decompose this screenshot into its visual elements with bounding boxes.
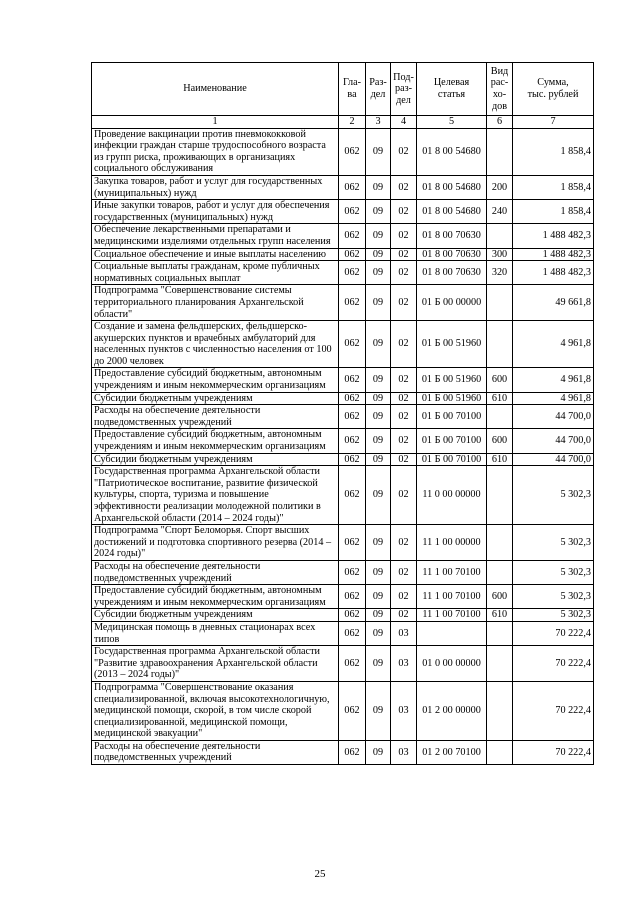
row-subsection: 02 xyxy=(391,560,417,584)
table-row xyxy=(92,368,594,392)
row-exptype xyxy=(487,285,513,321)
row-subsection: 02 xyxy=(391,200,417,224)
row-section: 09 xyxy=(366,368,391,392)
row-exptype: 600 xyxy=(487,368,513,392)
table-row xyxy=(92,128,594,175)
header-sum: Сумма, тыс. рублей xyxy=(513,63,594,116)
table-row xyxy=(92,429,594,453)
header-name: Наименование xyxy=(92,63,339,116)
row-chapter: 062 xyxy=(339,466,366,525)
column-number: 6 xyxy=(487,116,513,129)
row-sum: 44 700,0 xyxy=(513,453,594,466)
row-chapter: 062 xyxy=(339,224,366,248)
row-name: Создание и замена фельдшерских, фельдшерско-акушерских пунктов и врачебных амбулаторий для населенных пунктов с численностью населения от 100 до 2000 человек xyxy=(92,321,339,368)
row-chapter: 062 xyxy=(339,453,366,466)
row-subsection: 03 xyxy=(391,681,417,740)
row-target: 01 2 00 70100 xyxy=(417,740,487,764)
row-sum: 1 488 482,3 xyxy=(513,248,594,261)
row-chapter: 062 xyxy=(339,609,366,622)
row-name: Обеспечение лекарственными препаратами и медицинскими изделиями отдельных групп населения xyxy=(92,224,339,248)
page-number: 25 xyxy=(314,868,326,880)
table-row xyxy=(92,175,594,199)
row-sum: 4 961,8 xyxy=(513,392,594,405)
row-sum: 49 661,8 xyxy=(513,285,594,321)
row-subsection: 02 xyxy=(391,248,417,261)
row-sum: 1 858,4 xyxy=(513,128,594,175)
row-exptype xyxy=(487,560,513,584)
header-exptype: Вид рас- хо- дов xyxy=(487,63,513,116)
row-target: 11 1 00 00000 xyxy=(417,525,487,561)
row-chapter: 062 xyxy=(339,560,366,584)
column-number: 4 xyxy=(391,116,417,129)
row-subsection: 02 xyxy=(391,585,417,609)
column-number: 7 xyxy=(513,116,594,129)
row-name: Расходы на обеспечение деятельности подведомственных учреждений xyxy=(92,740,339,764)
row-name: Расходы на обеспечение деятельности подведомственных учреждений xyxy=(92,405,339,429)
row-subsection: 02 xyxy=(391,285,417,321)
row-section: 09 xyxy=(366,321,391,368)
row-chapter: 062 xyxy=(339,175,366,199)
row-target: 01 8 00 70630 xyxy=(417,248,487,261)
row-name: Закупка товаров, работ и услуг для государственных (муниципальных) нужд xyxy=(92,175,339,199)
row-subsection: 03 xyxy=(391,621,417,645)
table-row xyxy=(92,453,594,466)
row-chapter: 062 xyxy=(339,248,366,261)
table-row xyxy=(92,200,594,224)
row-name: Государственная программа Архангельской области "Развитие здравоохранения Архангельской области (2013 – 2024 годы)" xyxy=(92,646,339,682)
row-subsection: 02 xyxy=(391,175,417,199)
row-section: 09 xyxy=(366,200,391,224)
row-subsection: 02 xyxy=(391,429,417,453)
row-chapter: 062 xyxy=(339,405,366,429)
row-subsection: 02 xyxy=(391,261,417,285)
column-number: 5 xyxy=(417,116,487,129)
row-exptype xyxy=(487,681,513,740)
row-section: 09 xyxy=(366,646,391,682)
table-row xyxy=(92,560,594,584)
row-section: 09 xyxy=(366,585,391,609)
table-row xyxy=(92,405,594,429)
row-target: 01 Б 00 00000 xyxy=(417,285,487,321)
row-target: 01 8 00 70630 xyxy=(417,261,487,285)
row-exptype: 600 xyxy=(487,585,513,609)
row-name: Субсидии бюджетным учреждениям xyxy=(92,609,339,622)
row-section: 09 xyxy=(366,285,391,321)
row-section: 09 xyxy=(366,261,391,285)
row-section: 09 xyxy=(366,453,391,466)
row-subsection: 02 xyxy=(391,128,417,175)
row-subsection: 02 xyxy=(391,609,417,622)
row-subsection: 02 xyxy=(391,392,417,405)
row-section: 09 xyxy=(366,525,391,561)
row-name: Медицинская помощь в дневных стационарах всех типов xyxy=(92,621,339,645)
column-number: 2 xyxy=(339,116,366,129)
row-name: Социальное обеспечение и иные выплаты населению xyxy=(92,248,339,261)
row-target: 01 8 00 54680 xyxy=(417,128,487,175)
row-chapter: 062 xyxy=(339,368,366,392)
row-chapter: 062 xyxy=(339,621,366,645)
table-row xyxy=(92,525,594,561)
row-section: 09 xyxy=(366,248,391,261)
row-exptype: 600 xyxy=(487,429,513,453)
row-section: 09 xyxy=(366,405,391,429)
row-sum: 1 488 482,3 xyxy=(513,224,594,248)
row-section: 09 xyxy=(366,681,391,740)
row-chapter: 062 xyxy=(339,128,366,175)
row-section: 09 xyxy=(366,466,391,525)
row-target: 01 0 00 00000 xyxy=(417,646,487,682)
row-exptype: 300 xyxy=(487,248,513,261)
table-row xyxy=(92,261,594,285)
row-section: 09 xyxy=(366,740,391,764)
row-exptype xyxy=(487,740,513,764)
row-name: Предоставление субсидий бюджетным, автономным учреждениям и иным некоммерческим организациям xyxy=(92,368,339,392)
row-target: 01 8 00 70630 xyxy=(417,224,487,248)
row-chapter: 062 xyxy=(339,321,366,368)
row-target: 01 Б 00 70100 xyxy=(417,405,487,429)
table-row xyxy=(92,466,594,525)
row-target: 01 2 00 00000 xyxy=(417,681,487,740)
row-sum: 70 222,4 xyxy=(513,681,594,740)
row-sum: 70 222,4 xyxy=(513,646,594,682)
row-sum: 1 858,4 xyxy=(513,200,594,224)
column-number: 1 xyxy=(92,116,339,129)
row-name: Расходы на обеспечение деятельности подведомственных учреждений xyxy=(92,560,339,584)
row-name: Субсидии бюджетным учреждениям xyxy=(92,453,339,466)
table-row xyxy=(92,609,594,622)
row-name: Государственная программа Архангельской области "Патриотическое воспитание, развитие физической культуры, спорта, туризма и повышение эффективности реализации молодежной политики в Архангельской области (2014 – 2024 годы)" xyxy=(92,466,339,525)
row-chapter: 062 xyxy=(339,429,366,453)
row-target: 01 Б 00 51960 xyxy=(417,392,487,405)
row-chapter: 062 xyxy=(339,585,366,609)
row-name: Предоставление субсидий бюджетным, автономным учреждениям и иным некоммерческим организациям xyxy=(92,429,339,453)
row-exptype: 320 xyxy=(487,261,513,285)
row-subsection: 02 xyxy=(391,224,417,248)
row-exptype xyxy=(487,224,513,248)
row-subsection: 02 xyxy=(391,368,417,392)
row-target xyxy=(417,621,487,645)
row-subsection: 03 xyxy=(391,740,417,764)
table-body xyxy=(92,128,594,764)
column-number: 3 xyxy=(366,116,391,129)
row-exptype xyxy=(487,405,513,429)
row-exptype: 200 xyxy=(487,175,513,199)
budget-table xyxy=(91,62,594,765)
row-sum: 44 700,0 xyxy=(513,429,594,453)
row-exptype xyxy=(487,621,513,645)
row-exptype: 610 xyxy=(487,392,513,405)
table-row xyxy=(92,681,594,740)
row-exptype xyxy=(487,128,513,175)
row-section: 09 xyxy=(366,175,391,199)
row-target: 11 1 00 70100 xyxy=(417,560,487,584)
row-section: 09 xyxy=(366,609,391,622)
row-chapter: 062 xyxy=(339,681,366,740)
row-target: 11 0 00 00000 xyxy=(417,466,487,525)
row-sum: 4 961,8 xyxy=(513,368,594,392)
table-row xyxy=(92,740,594,764)
row-sum: 5 302,3 xyxy=(513,525,594,561)
header-target: Целевая статья xyxy=(417,63,487,116)
row-exptype: 240 xyxy=(487,200,513,224)
row-subsection: 03 xyxy=(391,646,417,682)
table-row xyxy=(92,585,594,609)
row-subsection: 02 xyxy=(391,405,417,429)
row-section: 09 xyxy=(366,560,391,584)
row-chapter: 062 xyxy=(339,200,366,224)
row-sum: 1 488 482,3 xyxy=(513,261,594,285)
row-name: Иные закупки товаров, работ и услуг для обеспечения государственных (муниципальных) нужд xyxy=(92,200,339,224)
table-row xyxy=(92,321,594,368)
row-section: 09 xyxy=(366,429,391,453)
table-row xyxy=(92,646,594,682)
row-sum: 5 302,3 xyxy=(513,466,594,525)
table-row xyxy=(92,392,594,405)
row-sum: 70 222,4 xyxy=(513,621,594,645)
row-target: 01 Б 00 70100 xyxy=(417,453,487,466)
row-section: 09 xyxy=(366,128,391,175)
row-name: Подпрограмма "Спорт Беломорья. Спорт высших достижений и подготовка спортивного резерва (2014 – 2024 годы)" xyxy=(92,525,339,561)
row-target: 01 8 00 54680 xyxy=(417,200,487,224)
row-target: 11 1 00 70100 xyxy=(417,609,487,622)
row-chapter: 062 xyxy=(339,525,366,561)
row-sum: 5 302,3 xyxy=(513,560,594,584)
row-exptype: 610 xyxy=(487,609,513,622)
row-subsection: 02 xyxy=(391,453,417,466)
row-exptype: 610 xyxy=(487,453,513,466)
table-row xyxy=(92,621,594,645)
row-sum: 44 700,0 xyxy=(513,405,594,429)
row-name: Предоставление субсидий бюджетным, автономным учреждениям и иным некоммерческим организациям xyxy=(92,585,339,609)
row-sum: 5 302,3 xyxy=(513,585,594,609)
row-target: 01 8 00 54680 xyxy=(417,175,487,199)
table-row xyxy=(92,248,594,261)
row-exptype xyxy=(487,321,513,368)
row-chapter: 062 xyxy=(339,646,366,682)
row-subsection: 02 xyxy=(391,525,417,561)
row-sum: 70 222,4 xyxy=(513,740,594,764)
row-target: 01 Б 00 70100 xyxy=(417,429,487,453)
row-section: 09 xyxy=(366,621,391,645)
header-subsection: Под- раз- дел xyxy=(391,63,417,116)
row-section: 09 xyxy=(366,392,391,405)
row-sum: 5 302,3 xyxy=(513,609,594,622)
row-name: Социальные выплаты гражданам, кроме публичных нормативных социальных выплат xyxy=(92,261,339,285)
row-chapter: 062 xyxy=(339,392,366,405)
row-target: 11 1 00 70100 xyxy=(417,585,487,609)
row-exptype xyxy=(487,466,513,525)
row-subsection: 02 xyxy=(391,321,417,368)
row-target: 01 Б 00 51960 xyxy=(417,321,487,368)
row-chapter: 062 xyxy=(339,285,366,321)
table-row xyxy=(92,224,594,248)
row-target: 01 Б 00 51960 xyxy=(417,368,487,392)
row-sum: 1 858,4 xyxy=(513,175,594,199)
row-chapter: 062 xyxy=(339,261,366,285)
row-name: Проведение вакцинации против пневмококковой инфекции граждан старше трудоспособного возраста из групп риска, проживающих в организациях социального обслуживания xyxy=(92,128,339,175)
row-name: Подпрограмма "Совершенствование системы территориального планирования Архангельской области" xyxy=(92,285,339,321)
row-name: Подпрограмма "Совершенствование оказания специализированной, включая высокотехнологичную, медицинской помощи, скорой, в том числе скорой специализированной, медицинской помощи, медицинской эвакуации" xyxy=(92,681,339,740)
row-chapter: 062 xyxy=(339,740,366,764)
row-exptype xyxy=(487,525,513,561)
header-section: Раз- дел xyxy=(366,63,391,116)
row-section: 09 xyxy=(366,224,391,248)
column-number-row xyxy=(92,116,594,129)
row-name: Субсидии бюджетным учреждениям xyxy=(92,392,339,405)
row-sum: 4 961,8 xyxy=(513,321,594,368)
header-row xyxy=(92,63,594,116)
row-subsection: 02 xyxy=(391,466,417,525)
row-exptype xyxy=(487,646,513,682)
header-chapter: Гла- ва xyxy=(339,63,366,116)
table-row xyxy=(92,285,594,321)
